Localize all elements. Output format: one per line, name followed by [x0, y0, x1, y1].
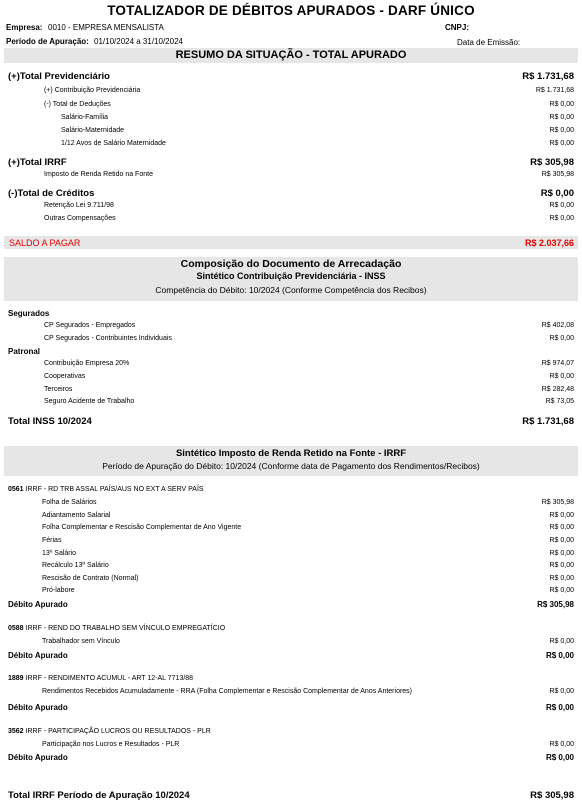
debito-apurado-row: Débito Apurado R$ 305,98 — [8, 600, 574, 609]
segurados-heading: Segurados — [8, 309, 50, 318]
empresa-value: 0010 - EMPRESA MENSALISTA — [48, 23, 164, 32]
line-item: Folha de Salários R$ 305,98 — [42, 499, 574, 506]
total-previdenciario-row — [0, 71, 582, 83]
line-item: 13º Salário R$ 0,00 — [42, 550, 574, 557]
line-item: Folha Complementar e Rescisão Complementar de Ano Vigente R$ 0,00 — [42, 524, 574, 531]
irrf-title: Sintético Imposto de Renda Retido na Fonte - IRRF — [175, 448, 407, 459]
cnpj-label: CNPJ: — [445, 23, 470, 32]
empresa-label: Empresa: — [6, 23, 43, 32]
total-inss-label: Total INSS 10/2024 — [8, 416, 92, 427]
debito-apurado-row: Débito Apurado R$ 0,00 — [8, 651, 574, 660]
total-inss-value: R$ 1.731,68 — [522, 416, 574, 427]
total-creditos-row — [0, 188, 582, 200]
debito-apurado-row: Débito Apurado R$ 0,00 — [8, 703, 574, 712]
line-item: Salário-Família R$ 0,00 — [61, 114, 574, 121]
composicao-title: Composição do Documento de Arrecadação — [180, 258, 402, 270]
line-item: Cooperativas R$ 0,00 — [44, 373, 574, 380]
irrf-periodo: Período de Apuração do Débito: 10/2024 (Conforme data de Pagamento dos Rendimentos/Recibos) — [102, 461, 480, 471]
periodo-value: 01/10/2024 a 31/10/2024 — [94, 37, 183, 46]
line-item: (+) Contribuição Previdenciária R$ 1.731,68 — [44, 87, 574, 94]
report-title: TOTALIZADOR DE DÉBITOS APURADOS - DARF ÚNICO — [107, 3, 475, 18]
line-item: 1/12 Avos de Salário Maternidade R$ 0,00 — [61, 140, 574, 147]
irrf-group-header: 1889 IRRF - RENDIMENTO ACUMUL - ART 12-AL 7713/88 — [8, 675, 194, 682]
line-item: Rescisão de Contrato (Normal) R$ 0,00 — [42, 575, 574, 582]
line-item: Participação nos Lucros e Resultados - PLR R$ 0,00 — [42, 741, 574, 748]
composicao-competencia: Competência do Débito: 10/2024 (Conforme Competência dos Recibos) — [155, 285, 427, 295]
composicao-subtitle: Sintético Contribuição Previdenciária - INSS — [196, 271, 386, 281]
total-previdenciario-label: (+)Total Previdenciário — [8, 71, 110, 82]
total-inss-row — [0, 416, 582, 428]
line-item: Retenção Lei 9.711/98 R$ 0,00 — [44, 202, 574, 209]
total-creditos-value: R$ 0,00 — [540, 188, 574, 199]
line-item: Salário-Maternidade R$ 0,00 — [61, 127, 574, 134]
irrf-group-header: 3562 IRRF - PARTICIPAÇÃO LUCROS OU RESULTADOS - PLR — [8, 728, 211, 735]
total-irrf-row — [0, 157, 582, 169]
total-irrf-periodo-label: Total IRRF Período de Apuração 10/2024 — [8, 790, 190, 801]
line-item: CP Segurados - Contribuintes Individuais R$ 0,00 — [44, 335, 574, 342]
line-item: Seguro Acidente de Trabalho R$ 73,05 — [44, 398, 574, 405]
total-irrf-value: R$ 305,98 — [530, 157, 574, 168]
line-item: Terceiros R$ 282,48 — [44, 386, 574, 393]
line-item: Contribuição Empresa 20% R$ 974,07 — [44, 360, 574, 367]
line-item: Trabalhador sem Vínculo R$ 0,00 — [42, 638, 574, 645]
debito-apurado-row: Débito Apurado R$ 0,00 — [8, 753, 574, 762]
line-item: Imposto de Renda Retido na Fonte R$ 305,98 — [44, 171, 574, 178]
total-irrf-periodo-value: R$ 305,98 — [530, 790, 574, 801]
saldo-value: R$ 2.037,66 — [524, 238, 574, 248]
patronal-heading: Patronal — [8, 347, 41, 356]
saldo-row — [0, 238, 582, 250]
periodo-label: Período de Apuração: — [6, 37, 89, 46]
line-item: Adiantamento Salarial R$ 0,00 — [42, 512, 574, 519]
total-irrf-periodo-row — [0, 790, 582, 802]
total-creditos-label: (-)Total de Créditos — [8, 188, 95, 199]
line-item: CP Segurados - Empregados R$ 402,08 — [44, 322, 574, 329]
line-item: Recálculo 13º Salário R$ 0,00 — [42, 562, 574, 569]
emissao-label: Data de Emissão: — [457, 38, 521, 47]
line-item: Pró-labore R$ 0,00 — [42, 587, 574, 594]
total-irrf-label: (+)Total IRRF — [8, 157, 67, 168]
irrf-group-header: 0561 IRRF - RD TRB ASSAL PAÍS/AUS NO EXT A SERV PAÍS — [8, 486, 204, 493]
line-item: (-) Total de Deduções R$ 0,00 — [44, 101, 574, 108]
irrf-group-header: 0588 IRRF - REND DO TRABALHO SEM VÍNCULO EMPREGATÍCIO — [8, 625, 226, 632]
line-item: Outras Compensações R$ 0,00 — [44, 215, 574, 222]
resumo-title: RESUMO DA SITUAÇÃO - TOTAL APURADO — [175, 49, 407, 61]
line-item: Férias R$ 0,00 — [42, 537, 574, 544]
line-item: Rendimentos Recebidos Acumuladamente - RRA (Folha Complementar e Rescisão Complementar de Anos Anteriores) R$ 0,00 — [42, 688, 574, 695]
saldo-label: SALDO A PAGAR — [9, 238, 81, 248]
total-previdenciario-value: R$ 1.731,68 — [522, 71, 574, 82]
